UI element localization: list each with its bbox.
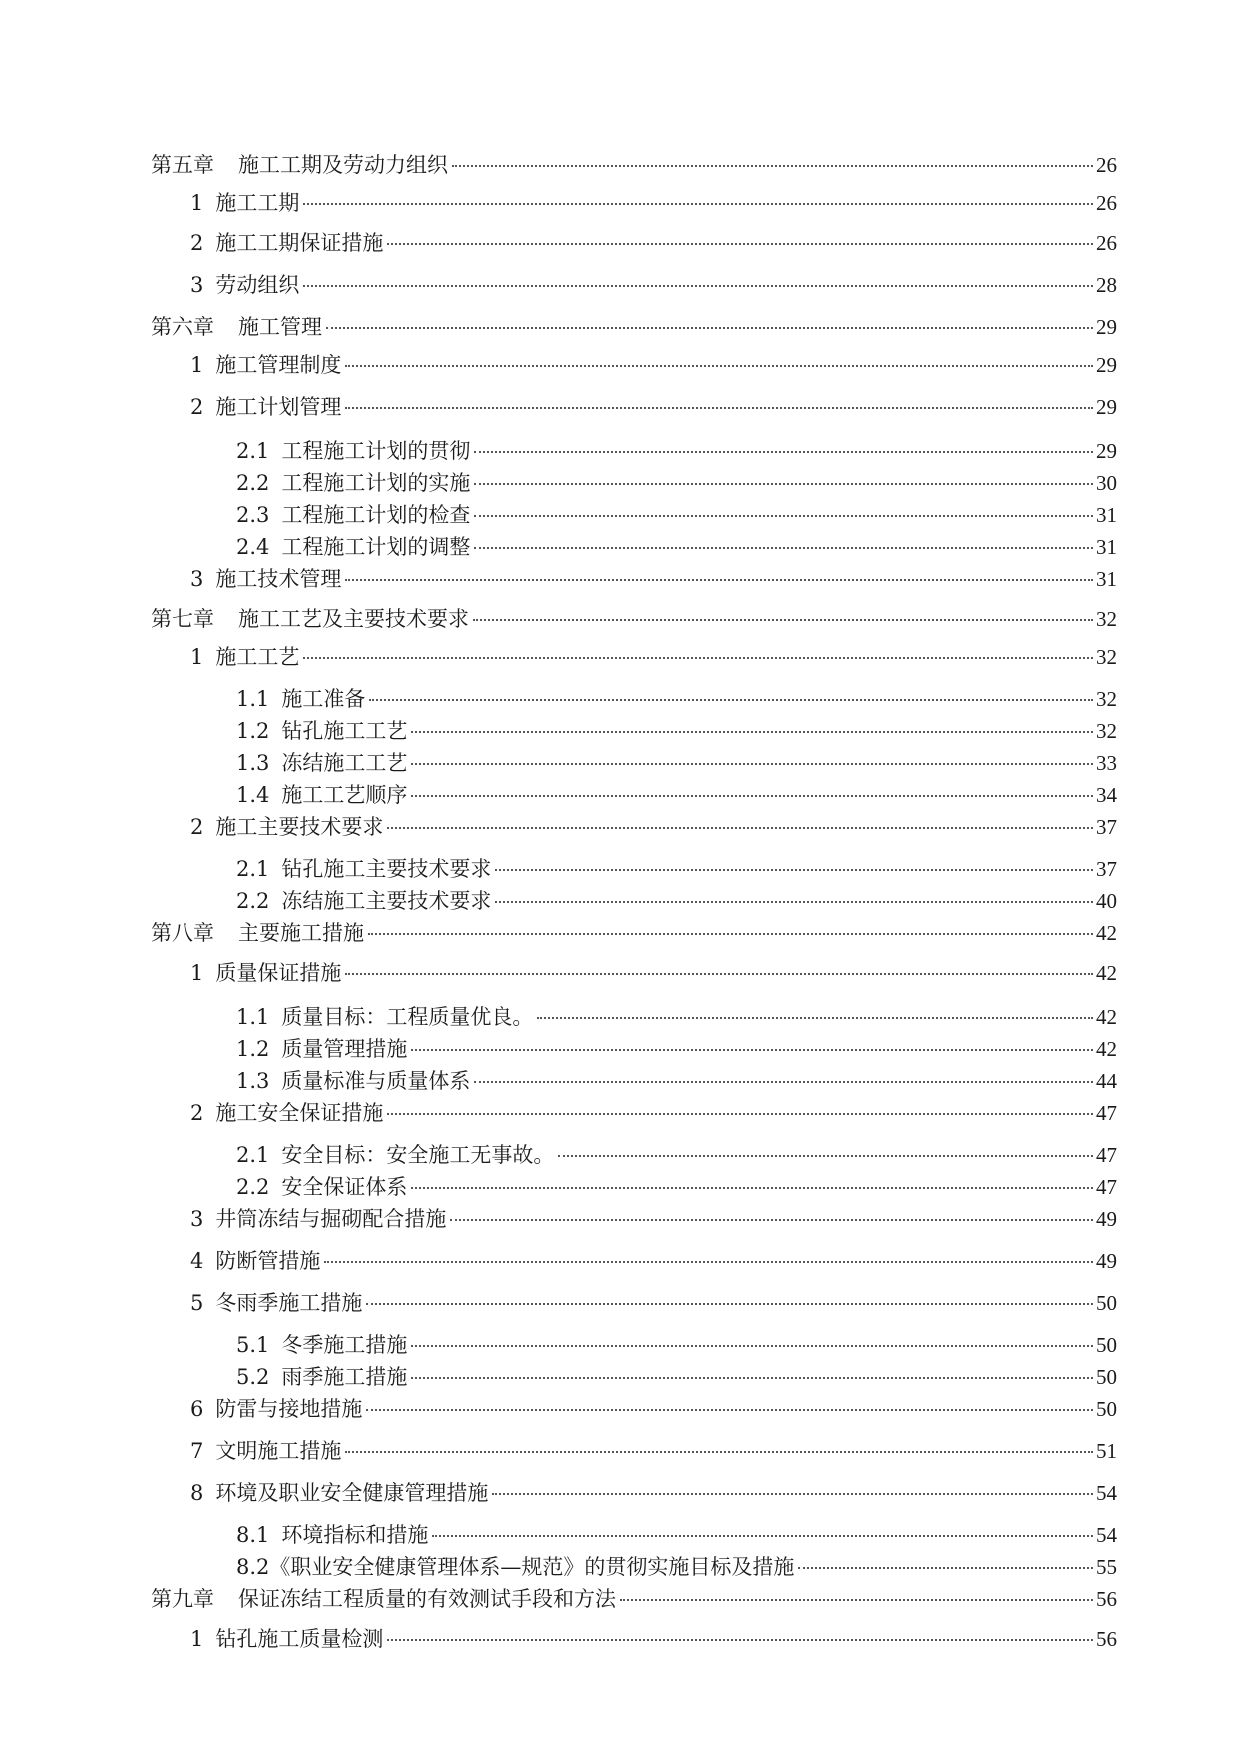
dot-leader [387,1639,1093,1641]
dot-leader [492,1493,1093,1495]
toc-entry-page-number: 54 [1096,1523,1117,1547]
toc-entry-title: 保证冻结工程质量的有效测试手段和方法 [238,1587,616,1611]
toc-entry-title: 环境及职业安全健康管理措施 [215,1481,489,1505]
toc-entry[interactable] [190,1290,1117,1316]
toc-entry[interactable] [236,888,1117,914]
toc-entry[interactable] [190,394,1117,420]
toc-entry-title: 钻孔施工工艺 [281,719,408,743]
toc-entry-number: 5 [190,1291,204,1315]
dot-leader [432,1535,1093,1537]
toc-entry-title: 施工主要技术要求 [215,815,384,839]
toc-entry-page-number: 32 [1096,645,1117,669]
toc-entry-number: 1 [190,353,204,377]
toc-entry-number: 2.1 [236,439,270,463]
toc-entry-number: 第七章 [151,607,214,631]
toc-entry-number: 1.3 [236,751,270,775]
toc-entry-title: 质量保证措施 [215,961,342,985]
toc-entry-page-number: 31 [1096,535,1117,559]
toc-entry-title: 劳动组织 [215,273,300,297]
toc-entry-title: 施工工艺及主要技术要求 [238,607,469,631]
toc-entry-number: 1 [190,191,204,215]
dot-leader [324,1261,1093,1263]
toc-entry[interactable] [190,352,1117,378]
dot-leader [387,243,1093,245]
toc-entry-number: 7 [190,1439,204,1463]
toc-entry-number: 2.1 [236,1143,270,1167]
toc-entry-title: 工程施工计划的调整 [281,535,471,559]
toc-entry-number: 1.4 [236,783,270,807]
toc-entry-page-number: 42 [1096,961,1117,985]
toc-entry[interactable] [190,1248,1117,1274]
dot-leader [473,619,1093,621]
dot-leader [537,1017,1093,1019]
toc-entry[interactable] [190,1206,1117,1232]
dot-leader [411,1049,1093,1051]
toc-entry[interactable] [190,814,1117,840]
toc-entry-number: 2 [190,1101,204,1125]
toc-entry-title: 主要施工措施 [238,921,364,945]
toc-entry-page-number: 32 [1096,687,1117,711]
toc-entry[interactable] [151,920,1117,946]
toc-entry[interactable] [190,1100,1117,1126]
toc-entry-page-number: 32 [1096,607,1117,631]
toc-entry[interactable] [236,1554,1117,1580]
toc-entry[interactable] [236,718,1117,744]
toc-entry-page-number: 47 [1096,1101,1117,1125]
toc-entry-title: 施工管理制度 [215,353,342,377]
toc-entry-title: 工程施工计划的贯彻 [281,439,471,463]
toc-entry-number: 1.2 [236,1037,270,1061]
dot-leader [345,407,1093,409]
toc-entry-title: 《职业安全健康管理体系—规范》的贯彻实施目标及措施 [269,1555,795,1579]
dot-leader [495,901,1093,903]
toc-entry-page-number: 47 [1096,1175,1117,1199]
toc-entry-number: 2.1 [236,857,270,881]
toc-entry-number: 2.4 [236,535,270,559]
toc-entry[interactable] [190,1396,1117,1422]
toc-entry[interactable] [190,960,1117,986]
toc-entry-number: 第五章 [151,153,214,177]
toc-entry[interactable] [190,230,1117,256]
toc-entry-number: 2 [190,395,204,419]
toc-entry-number: 1.1 [236,1005,270,1029]
dot-leader [474,547,1093,549]
toc-entry-page-number: 26 [1096,153,1117,177]
toc-entry[interactable] [190,272,1117,298]
toc-entry-page-number: 32 [1096,719,1117,743]
toc-entry-title: 防断管措施 [215,1249,321,1273]
dot-leader [474,1081,1093,1083]
toc-entry-title: 施工准备 [281,687,366,711]
toc-entry-number: 2.2 [236,1175,270,1199]
toc-entry-page-number: 56 [1096,1627,1117,1651]
toc-entry-title: 冻结施工主要技术要求 [281,889,492,913]
toc-entry-title: 质量管理措施 [281,1037,408,1061]
dot-leader [450,1219,1093,1221]
toc-entry[interactable] [236,1142,1117,1168]
dot-leader [620,1599,1093,1601]
dot-leader [387,1113,1093,1115]
dot-leader [474,515,1093,517]
toc-entry-title: 钻孔施工主要技术要求 [281,857,492,881]
dot-leader [411,763,1093,765]
toc-entry-page-number: 54 [1096,1481,1117,1505]
toc-entry-title: 施工工期保证措施 [215,231,384,255]
toc-entry-title: 雨季施工措施 [281,1365,408,1389]
toc-entry-page-number: 50 [1096,1333,1117,1357]
toc-entry-page-number: 44 [1096,1069,1117,1093]
toc-entry-page-number: 42 [1096,921,1117,945]
toc-entry-title: 环境指标和措施 [281,1523,429,1547]
toc-entry-page-number: 49 [1096,1249,1117,1273]
dot-leader [411,1187,1093,1189]
toc-entry-title: 安全保证体系 [281,1175,408,1199]
toc-entry-title: 质量标准与质量体系 [281,1069,471,1093]
toc-entry-number: 第六章 [151,315,214,339]
toc-entry[interactable] [236,1004,1117,1030]
toc-entry-title: 施工技术管理 [215,567,342,591]
toc-entry[interactable] [236,1068,1117,1094]
toc-entry-number: 2.3 [236,503,270,527]
toc-entry-title: 井筒冻结与掘砌配合措施 [215,1207,447,1231]
dot-leader [368,933,1093,935]
dot-leader [411,795,1093,797]
toc-entry-page-number: 37 [1096,857,1117,881]
toc-entry-page-number: 37 [1096,815,1117,839]
dot-leader [387,827,1093,829]
toc-entry-page-number: 29 [1096,439,1117,463]
toc-entry-page-number: 40 [1096,889,1117,913]
dot-leader [366,1303,1093,1305]
toc-entry-page-number: 33 [1096,751,1117,775]
toc-entry-number: 4 [190,1249,204,1273]
toc-entry[interactable] [190,1438,1117,1464]
dot-leader [303,285,1093,287]
dot-leader [369,699,1093,701]
toc-entry-title: 施工管理 [238,315,322,339]
toc-entry-page-number: 26 [1096,231,1117,255]
dot-leader [345,579,1093,581]
toc-entry-number: 第八章 [151,921,214,945]
toc-entry-number: 第九章 [151,1587,214,1611]
toc-entry-page-number: 29 [1096,315,1117,339]
toc-entry-page-number: 47 [1096,1143,1117,1167]
toc-entry[interactable] [236,502,1117,528]
toc-entry-page-number: 29 [1096,395,1117,419]
toc-entry[interactable] [236,1174,1117,1200]
toc-entry[interactable] [236,782,1117,808]
toc-entry-number: 3 [190,1207,204,1231]
toc-entry-page-number: 50 [1096,1397,1117,1421]
toc-entry-page-number: 55 [1096,1555,1117,1579]
toc-entry-page-number: 42 [1096,1005,1117,1029]
toc-entry[interactable] [190,1480,1117,1506]
dot-leader [303,203,1093,205]
toc-entry[interactable] [151,606,1117,632]
toc-entry[interactable] [151,1586,1117,1612]
toc-entry[interactable] [236,686,1117,712]
toc-entry[interactable] [236,534,1117,560]
toc-entry-page-number: 29 [1096,353,1117,377]
toc-entry[interactable] [236,750,1117,776]
toc-entry-page-number: 50 [1096,1291,1117,1315]
dot-leader [495,869,1093,871]
toc-entry-page-number: 50 [1096,1365,1117,1389]
toc-entry-title: 安全目标：安全施工无事故。 [281,1143,555,1167]
toc-entry-number: 1 [190,645,204,669]
toc-entry-page-number: 31 [1096,503,1117,527]
toc-entry-number: 5.1 [236,1333,270,1357]
toc-entry-number: 8 [190,1481,204,1505]
dot-leader [303,657,1093,659]
toc-entry-page-number: 56 [1096,1587,1117,1611]
toc-entry[interactable] [190,1626,1117,1652]
toc-entry[interactable] [236,1332,1117,1358]
dot-leader [558,1155,1093,1157]
dot-leader [411,1345,1093,1347]
toc-entry-title: 冬雨季施工措施 [215,1291,363,1315]
toc-entry-number: 2 [190,815,204,839]
toc-entry-title: 冻结施工工艺 [281,751,408,775]
toc-entry-title: 防雷与接地措施 [215,1397,363,1421]
dot-leader [345,1451,1093,1453]
toc-entry-page-number: 28 [1096,273,1117,297]
toc-entry-page-number: 34 [1096,783,1117,807]
dot-leader [345,973,1093,975]
toc-entry-title: 施工计划管理 [215,395,342,419]
toc-entry-number: 1 [190,961,204,985]
toc-entry-number: 6 [190,1397,204,1421]
toc-entry[interactable] [190,190,1117,216]
toc-entry-title: 质量目标：工程质量优良。 [281,1005,534,1029]
toc-entry-title: 工程施工计划的检查 [281,503,471,527]
toc-entry-title: 施工工艺顺序 [281,783,408,807]
dot-leader [326,327,1093,329]
toc-entry-title: 施工安全保证措施 [215,1101,384,1125]
toc-entry[interactable] [236,1036,1117,1062]
toc-entry-page-number: 31 [1096,567,1117,591]
toc-entry-page-number: 42 [1096,1037,1117,1061]
toc-entry-number: 1 [190,1627,204,1651]
dot-leader [474,483,1093,485]
toc-entry-title: 施工工期及劳动力组织 [238,153,448,177]
toc-entry-number: 3 [190,273,204,297]
toc-entry[interactable] [236,1364,1117,1390]
toc-entry-number: 2.2 [236,471,270,495]
toc-entry[interactable] [190,644,1117,670]
toc-entry-number: 1.3 [236,1069,270,1093]
toc-entry-number: 5.2 [236,1365,270,1389]
toc-entry[interactable] [151,314,1117,340]
toc-entry-page-number: 51 [1096,1439,1117,1463]
dot-leader [366,1409,1093,1411]
toc-entry-number: 2 [190,231,204,255]
toc-entry[interactable] [190,566,1117,592]
toc-entry-title: 钻孔施工质量检测 [215,1627,384,1651]
toc-entry-title: 文明施工措施 [215,1439,342,1463]
dot-leader [798,1567,1093,1569]
toc-entry-title: 施工工期 [215,191,300,215]
dot-leader [411,731,1093,733]
toc-entry[interactable] [236,470,1117,496]
dot-leader [345,365,1093,367]
toc-entry-title: 冬季施工措施 [281,1333,408,1357]
toc-entry-number: 1.1 [236,687,270,711]
toc-entry[interactable] [236,1522,1117,1548]
toc-entry-number: 2.2 [236,889,270,913]
toc-entry-number: 8.1 [236,1523,270,1547]
toc-entry[interactable] [236,856,1117,882]
toc-entry[interactable] [236,438,1117,464]
dot-leader [411,1377,1093,1379]
toc-entry-number: 3 [190,567,204,591]
toc-entry-page-number: 26 [1096,191,1117,215]
toc-entry-page-number: 49 [1096,1207,1117,1231]
toc-entry-number: 1.2 [236,719,270,743]
toc-entry-title: 施工工艺 [215,645,300,669]
dot-leader [452,165,1093,167]
dot-leader [474,451,1093,453]
toc-entry-page-number: 30 [1096,471,1117,495]
toc-entry[interactable] [151,152,1117,178]
toc-entry-title: 工程施工计划的实施 [281,471,471,495]
toc-entry-number: 8.2 [236,1555,270,1579]
